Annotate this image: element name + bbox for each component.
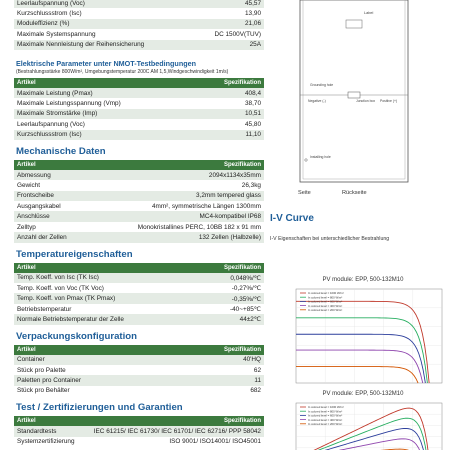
table-row: [14, 365, 264, 375]
row-value: 132 Zellen (Halbzelle): [89, 232, 264, 242]
row-label: Ausgangskabel: [14, 201, 89, 211]
temp-title: Temperatureigenschaften: [16, 248, 133, 260]
table-row: [14, 98, 264, 108]
row-value: 45,80: [194, 119, 264, 129]
row-value: 11: [169, 375, 264, 385]
row-value: 45,57: [193, 0, 264, 8]
legend-label: In colored level = 1000 W/m²: [308, 405, 344, 410]
row-label: Standardtests: [14, 426, 81, 436]
row-label: Zelltyp: [14, 222, 89, 232]
table-header: [14, 160, 264, 170]
module-inner-frame: [303, 0, 405, 179]
table-row: [14, 88, 264, 98]
row-value: 44±2℃: [195, 314, 264, 324]
row-label: Maximale Nennleistung der Reihensicherung: [14, 40, 193, 50]
row-value: 0,048%/℃: [195, 273, 264, 283]
row-label: Normale Betriebstemperatur der Zelle: [14, 314, 195, 324]
pack-table: [14, 345, 264, 397]
header-label: Artikel: [14, 345, 169, 355]
row-value: 2094x1134x35mm: [89, 170, 264, 180]
table-row: [14, 222, 264, 232]
module-drawing-svg: [284, 0, 424, 186]
table-row: [14, 180, 264, 190]
grounding-text: Grounding hole: [310, 83, 334, 87]
legend-label: In colored level = 800 W/m²: [308, 409, 343, 414]
table-row: [14, 314, 264, 324]
row-value: 40'HQ: [169, 355, 264, 365]
table-row: [14, 211, 264, 221]
legend-label: In colored level = 200 W/m²: [308, 422, 343, 426]
row-label: Container: [14, 355, 169, 365]
legend-label: In colored level = 600 W/m²: [308, 413, 343, 418]
row-value: 682: [169, 386, 264, 396]
legend-label: In colored level = 800 W/m²: [308, 295, 343, 300]
nmot-note: (Bestrahlungsstärke 800W/m², Umgebungstemperatur 200C AM 1,5,Windgeschwindigkeit 1m/s): [16, 68, 229, 75]
row-value: -40~+85℃: [195, 304, 264, 314]
table-header: [14, 78, 264, 88]
row-value: 38,70: [194, 98, 264, 108]
row-label: Leerlaufspannung (Voc): [14, 0, 193, 8]
table-row: [14, 293, 264, 303]
table-row: [14, 109, 264, 119]
row-label: Anschlüsse: [14, 211, 89, 221]
row-label: Gewicht: [14, 180, 89, 190]
row-value: 3,2mm tempered glass: [89, 191, 264, 201]
iv-description: I-V Eigenschaften bei unterschiedlicher Bestrahlung: [270, 236, 390, 242]
legend-label: In colored level = 600 W/m²: [308, 299, 343, 304]
temp-table: [14, 263, 264, 325]
iv-chart-svg: [278, 285, 448, 393]
junction-text: Junction box: [356, 99, 376, 103]
nmot-title: Elektrische Parameter unter NMOT-Testbedingungen: [16, 58, 196, 68]
table-row: [14, 119, 264, 129]
row-value: IEC 61215/ IEC 61730/ IEC 61701/ IEC 62716/ PPP 58042: [81, 426, 264, 436]
row-label: Stück pro Behälter: [14, 386, 169, 396]
row-label: Betriebstemperatur: [14, 304, 195, 314]
table-row: [14, 191, 264, 201]
row-label: Temp. Koeff. von Voc (TK Voc): [14, 283, 195, 293]
module-drawing: [284, 0, 424, 186]
mech-title: Mechanische Daten: [16, 145, 106, 157]
cert-table: [14, 416, 264, 447]
table-row: [14, 355, 264, 365]
pv-chart: [278, 390, 448, 450]
row-label: Maximale Systemspannung: [14, 29, 193, 39]
pv-chart-title: PV module: EPP, 500-132M10: [322, 391, 404, 397]
legend-label: In colored level = 400 W/m²: [308, 417, 343, 422]
junction-box: [348, 92, 360, 98]
table-row: [14, 386, 264, 396]
view-back-label: Rückseite: [342, 190, 367, 196]
row-value: 4mm², symmetrische Längen 1300mm: [89, 201, 264, 211]
pack-title: Verpackungskonfiguration: [16, 330, 138, 342]
table-row: [14, 437, 264, 447]
pv-chart-svg: [278, 399, 448, 450]
header-label: Artikel: [14, 78, 194, 88]
row-label: Abmessung: [14, 170, 89, 180]
legend-label: In colored level = 400 W/m²: [308, 303, 343, 308]
row-value: MC4-kompatibel IP68: [89, 211, 264, 221]
label-box: [346, 20, 362, 28]
row-value: 62: [169, 365, 264, 375]
row-label: Moduleffizienz (%): [14, 19, 193, 29]
row-value: -0,35%/℃: [195, 293, 264, 303]
positive-text: Positive (+): [380, 99, 398, 103]
row-value: Monokristallines PERC, 10BB 182 x 91 mm: [89, 222, 264, 232]
row-label: Stück pro Palette: [14, 365, 169, 375]
row-value: -0,27%/℃: [195, 283, 264, 293]
header-value: Spezifikation: [195, 263, 264, 273]
row-value: 11,10: [194, 130, 264, 140]
negative-text: Negative (-): [308, 99, 326, 103]
table-row: [14, 8, 264, 18]
row-label: Maximale Leistung (Pmax): [14, 88, 194, 98]
header-label: Artikel: [14, 263, 195, 273]
header-value: Spezifikation: [169, 345, 264, 355]
iv-title: I-V Curve: [270, 213, 314, 224]
electrical-stc-table: [14, 0, 264, 50]
row-label: Maximale Stromstärke (Imp): [14, 109, 194, 119]
table-row: [14, 304, 264, 314]
cert-title: Test / Zertifizierungen und Garantien: [16, 402, 183, 414]
table-row: [14, 375, 264, 385]
table-row: [14, 130, 264, 140]
table-header: [14, 416, 264, 426]
iv-chart-title: PV module: EPP, 500-132M10: [322, 277, 404, 283]
label-text: Label: [364, 11, 374, 15]
row-label: Frontscheibe: [14, 191, 89, 201]
nmot-table: [14, 78, 264, 140]
installing-text: Installing hole: [310, 155, 331, 159]
view-front-label: Seite: [298, 190, 311, 196]
row-label: Paletten pro Container: [14, 375, 169, 385]
row-value: 25A: [193, 40, 264, 50]
row-value: 13,90: [193, 8, 264, 18]
row-label: Temp. Koeff. von Isc (TK Isc): [14, 273, 195, 283]
header-value: Spezifikation: [89, 160, 264, 170]
row-value: 26,3kg: [89, 180, 264, 190]
iv-chart: [278, 276, 448, 393]
table-row: [14, 283, 264, 293]
row-label: Systemzertifizierung: [14, 437, 81, 447]
row-value: 21,06: [193, 19, 264, 29]
table-row: [14, 0, 264, 8]
legend-label: In colored level = 1000 W/m²: [308, 291, 344, 296]
header-label: Artikel: [14, 416, 81, 426]
header-value: Spezifikation: [194, 78, 264, 88]
header-value: Spezifikation: [81, 416, 264, 426]
table-row: [14, 273, 264, 283]
table-row: [14, 29, 264, 39]
table-header: [14, 263, 264, 273]
spec-column: [14, 0, 264, 447]
table-row: [14, 170, 264, 180]
row-label: Kurzschlussstrom (Isc): [14, 8, 193, 18]
table-row: [14, 40, 264, 50]
row-value: ISO 9001/ ISO14001/ ISO45001: [81, 437, 264, 447]
table-row: [14, 201, 264, 211]
row-label: Temp. Koeff. von Pmax (TK Pmax): [14, 293, 195, 303]
legend-label: In colored level = 200 W/m²: [308, 308, 343, 312]
mech-table: [14, 160, 264, 243]
table-row: [14, 426, 264, 436]
row-label: Kurzschlussstrom (Isc): [14, 130, 194, 140]
row-value: DC 1500V(TUV): [193, 29, 264, 39]
row-label: Anzahl der Zellen: [14, 232, 89, 242]
table-row: [14, 232, 264, 242]
installing-hole: [305, 159, 307, 161]
row-label: Maximale Leistungsspannung (Vmp): [14, 98, 194, 108]
row-value: 10,51: [194, 109, 264, 119]
table-header: [14, 345, 264, 355]
header-label: Artikel: [14, 160, 89, 170]
row-label: Leerlaufspannung (Voc): [14, 119, 194, 129]
row-value: 408,4: [194, 88, 264, 98]
table-row: [14, 19, 264, 29]
